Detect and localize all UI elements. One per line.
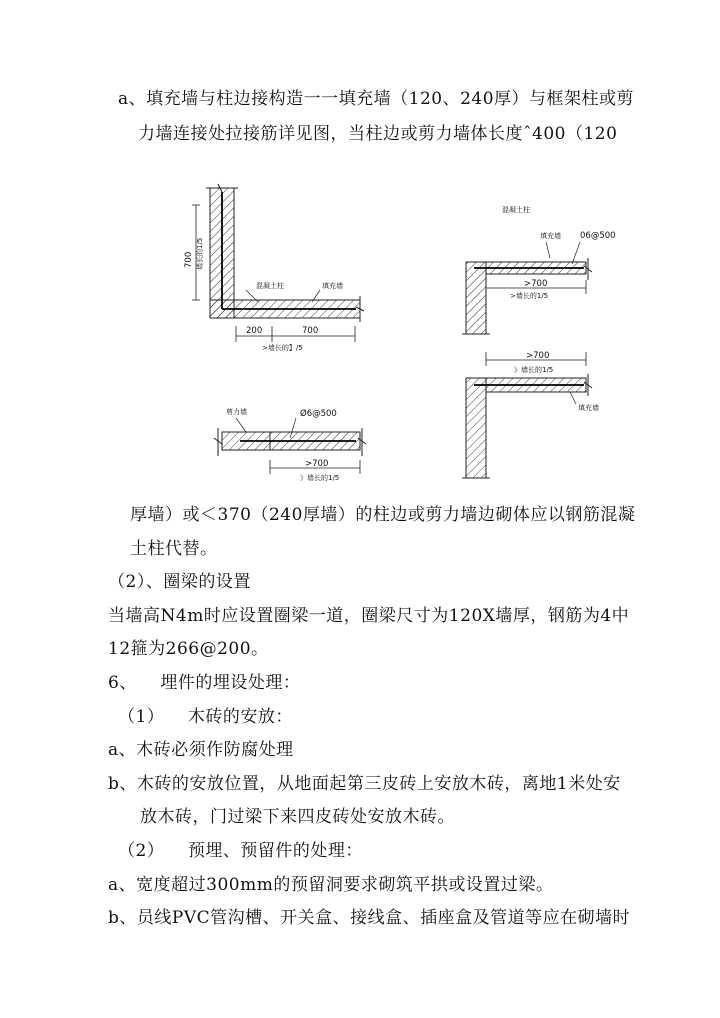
fig2-rebar: Ø6@500: [300, 409, 337, 419]
fig1-vert-note: 墙长的1/5: [196, 237, 204, 270]
fig2-dim: >700: [305, 459, 329, 469]
fig1-column-label: 混凝土柱: [256, 282, 284, 290]
paragraph-line: b、员线PVC管沟槽、开关盒、接线盒、插座盒及管道等应在砌墙时: [108, 908, 631, 928]
figure-column-infill-corner: [184, 184, 364, 352]
section-heading: 6、 埋件的埋设处理：: [108, 673, 301, 693]
paragraph-line: b、木砖的安放位置，从地面起第三皮砖上安放木砖，离地1米处安: [108, 774, 621, 794]
paragraph-line: 当墙高N4m时应设置圈梁一道，圈梁尺寸为120X墙厚，钢筋为4中: [108, 606, 630, 626]
fig3-note: >墙长的1/5: [510, 292, 549, 300]
fig3-dim: >700: [524, 279, 548, 289]
fig2-wall-label: 剪力墙: [226, 408, 247, 416]
section-heading: （2） 预埋、预留件的处理：: [118, 841, 363, 861]
fig1-bottom-note: >墙长的】/5: [262, 344, 303, 352]
fig4-infill-label: 填充墙: [578, 404, 599, 412]
paragraph-line: a、宽度超过300mm的预留洞要求砌筑平拱或设置过梁。: [108, 875, 554, 895]
figure-column-top-corner: [462, 205, 616, 334]
section-heading: （1） 木砖的安放：: [118, 707, 293, 727]
paragraph-line: 厚墙）或＜370（240厚墙）的柱边或剪力墙边砌体应以钢筋混凝: [130, 505, 636, 525]
paragraph-line: 土柱代替。: [130, 539, 218, 559]
fig3-rebar: 06@500: [580, 231, 616, 241]
column-vertical: [466, 378, 486, 478]
figure-shear-wall-straight: [214, 407, 366, 482]
paragraph-line: a、填充墙与柱边接构造一一填充墙（120、240厚）与框架柱或剪: [118, 89, 635, 109]
fig1-dim-200: 200: [246, 326, 263, 336]
figure-wall-corner: [462, 351, 599, 478]
fig3-title: 混凝土柱: [502, 206, 530, 214]
paragraph-line: 12箍为266@200。: [108, 639, 269, 659]
column: [466, 262, 486, 334]
fig4-dim: >700: [526, 351, 550, 361]
fig1-infill-label: 填充墙: [322, 282, 343, 290]
paragraph-line: 放木砖，门过梁下来四皮砖处安放木砖。: [140, 807, 455, 827]
fig4-note: 》墙长的1/5: [514, 366, 554, 374]
paragraph-line: 力墙连接处拉接筋详见图，当柱边或剪力墙体长度ˆ400（120: [138, 124, 618, 144]
fig1-vert-dim: 700: [184, 251, 194, 268]
fig1-dim-700: 700: [302, 326, 319, 336]
paragraph-line: a、木砖必须作防腐处理: [108, 740, 294, 760]
fig3-infill-label: 填充墙: [540, 232, 561, 240]
section-heading: （2）、圈梁的设置: [108, 572, 251, 592]
fig2-note: 》墙长的1/5: [300, 474, 340, 482]
